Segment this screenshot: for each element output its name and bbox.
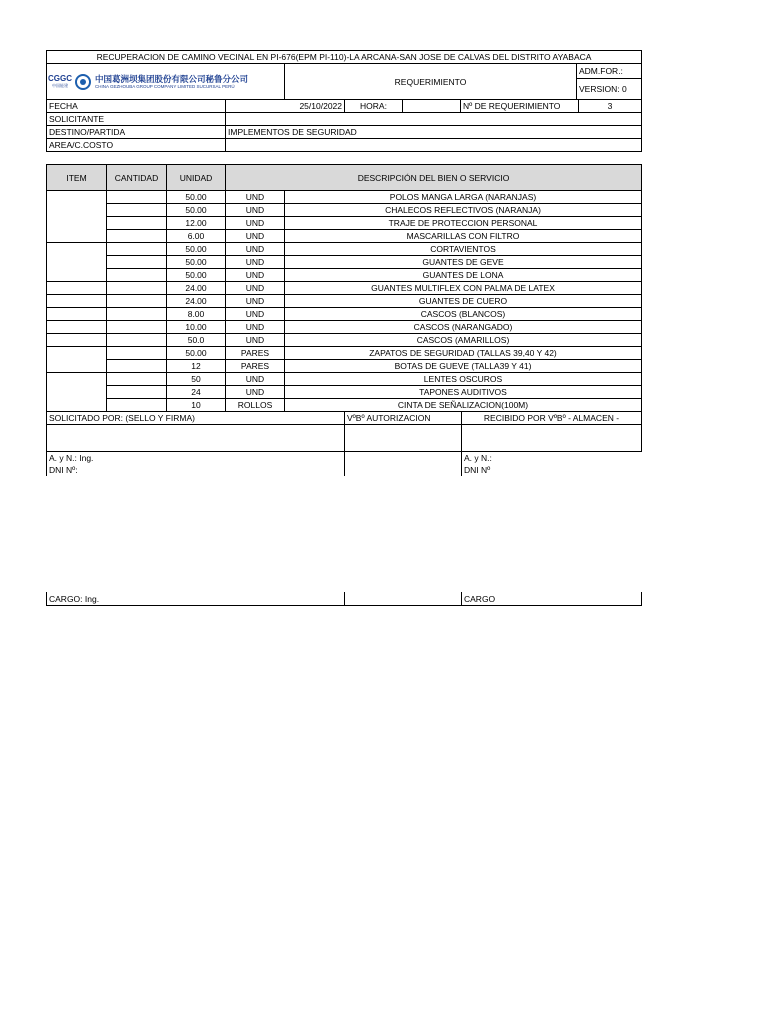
req-number-value: 3 [579, 100, 642, 113]
cantidad-cell [107, 399, 167, 412]
autorizacion-signature-area [345, 425, 462, 452]
cggc-logo-icon: CGGC 中国能建 [48, 74, 72, 88]
info-table [46, 99, 642, 152]
cantidad-cell [107, 347, 167, 360]
description-cell: TRAJE DE PROTECCION PERSONAL [285, 217, 642, 230]
item-cell [47, 321, 107, 334]
hora-label: HORA: [345, 100, 403, 113]
unit-cell: UND [226, 373, 285, 386]
quantity-cell: 24.00 [167, 282, 226, 295]
logo-cell [47, 64, 285, 100]
cantidad-cell [107, 217, 167, 230]
unit-cell: PARES [226, 360, 285, 373]
solicitado-signature-area [47, 425, 345, 452]
unit-cell: UND [226, 308, 285, 321]
table-row [47, 217, 642, 230]
fecha-label: FECHA [47, 100, 226, 113]
quantity-cell: 50.00 [167, 204, 226, 217]
unit-cell: UND [226, 217, 285, 230]
quantity-cell: 24.00 [167, 295, 226, 308]
table-row [47, 321, 642, 334]
version-label: VERSION: 0 [577, 79, 642, 100]
unit-cell: UND [226, 334, 285, 347]
autorizacion-label: VºBº AUTORIZACION [345, 412, 462, 425]
table-row [47, 204, 642, 217]
cargo-middle [345, 592, 462, 606]
hora-value [403, 100, 461, 113]
unit-cell: UND [226, 256, 285, 269]
description-cell: TAPONES AUDITIVOS [285, 386, 642, 399]
header-table [46, 50, 642, 100]
unit-cell: UND [226, 386, 285, 399]
cantidad-cell [107, 282, 167, 295]
item-cell [47, 347, 107, 373]
item-cell [47, 373, 107, 412]
requirement-form [46, 50, 641, 476]
area-value [226, 139, 642, 152]
item-cell [47, 334, 107, 347]
fecha-value: 25/10/2022 [226, 100, 345, 113]
destino-value: IMPLEMENTOS DE SEGURIDAD [226, 126, 642, 139]
table-row [47, 282, 642, 295]
description-cell: CASCOS (BLANCOS) [285, 308, 642, 321]
unit-cell: PARES [226, 347, 285, 360]
item-cell [47, 282, 107, 295]
item-rows [47, 191, 642, 412]
cantidad-cell [107, 386, 167, 399]
cantidad-cell [107, 243, 167, 256]
destino-label: DESTINO/PARTIDA [47, 126, 226, 139]
company-name-cn: 中国葛洲坝集团股份有限公司秘鲁分公司 [95, 73, 249, 84]
description-cell: GUANTES MULTIFLEX CON PALMA DE LATEX [285, 282, 642, 295]
table-row [47, 269, 642, 282]
ayn-right: A. y N.: [464, 453, 492, 463]
quantity-cell: 50.00 [167, 256, 226, 269]
solicitado-label: SOLICITADO POR: (SELLO Y FIRMA) [47, 412, 345, 425]
description-cell: CASCOS (NARANGADO) [285, 321, 642, 334]
cantidad-cell [107, 360, 167, 373]
cantidad-cell [107, 191, 167, 204]
col-header-cantidad: CANTIDAD [107, 165, 167, 191]
solicitante-label: SOLICITANTE [47, 113, 226, 126]
description-cell: LENTES OSCUROS [285, 373, 642, 386]
description-cell: CORTAVIENTOS [285, 243, 642, 256]
cantidad-cell [107, 230, 167, 243]
description-cell: CASCOS (AMARILLOS) [285, 334, 642, 347]
unit-cell: UND [226, 191, 285, 204]
description-cell: GUANTES DE LONA [285, 269, 642, 282]
quantity-cell: 50.00 [167, 191, 226, 204]
quantity-cell: 24 [167, 386, 226, 399]
dni-right: DNI Nº [464, 465, 491, 475]
table-row [47, 399, 642, 412]
quantity-cell: 50.00 [167, 243, 226, 256]
project-title: RECUPERACION DE CAMINO VECINAL EN PI-676(EPM PI-110)-LA ARCANA-SAN JOSE DE CALVAS DEL DISTRITO AYABACA [47, 51, 642, 64]
item-cell [47, 243, 107, 282]
dni-middle [345, 464, 462, 476]
cantidad-cell [107, 334, 167, 347]
company-logo [47, 69, 284, 95]
recibido-label: RECIBIDO POR VºBº - ALMACEN - [462, 412, 642, 425]
description-cell: POLOS MANGA LARGA (NARANJAS) [285, 191, 642, 204]
description-cell: CHALECOS REFLECTIVOS (NARANJA) [285, 204, 642, 217]
table-row [47, 334, 642, 347]
cantidad-cell [107, 321, 167, 334]
cantidad-cell [107, 308, 167, 321]
unit-cell: ROLLOS [226, 399, 285, 412]
ayn-left: A. y N.: Ing. [47, 452, 345, 465]
quantity-cell: 10.00 [167, 321, 226, 334]
cantidad-cell [107, 204, 167, 217]
item-cell [47, 308, 107, 321]
quantity-cell: 12.00 [167, 217, 226, 230]
col-header-descripcion: DESCRIPCIÓN DEL BIEN O SERVICIO [226, 165, 642, 191]
quantity-cell: 8.00 [167, 308, 226, 321]
items-table [46, 164, 642, 412]
table-row [47, 191, 642, 204]
quantity-cell: 50 [167, 373, 226, 386]
col-header-unidad: UNIDAD [167, 165, 226, 191]
company-name-en: CHINA GEZHOUBA GROUP COMPANY LIMITED SUCURSAL PERÚ [95, 83, 235, 89]
table-row [47, 360, 642, 373]
description-cell: ZAPATOS DE SEGURIDAD (TALLAS 39,40 Y 42) [285, 347, 642, 360]
item-cell [47, 295, 107, 308]
description-cell: GUANTES DE CUERO [285, 295, 642, 308]
quantity-cell: 12 [167, 360, 226, 373]
doc-title: REQUERIMIENTO [285, 64, 577, 100]
col-header-item: ITEM [47, 165, 107, 191]
description-cell: CINTA DE SEÑALIZACION(100M) [285, 399, 642, 412]
cargo-right: CARGO [462, 592, 642, 606]
table-row [47, 347, 642, 360]
quantity-cell: 50.00 [167, 269, 226, 282]
table-row [47, 295, 642, 308]
unit-cell: UND [226, 321, 285, 334]
description-cell: GUANTES DE GEVE [285, 256, 642, 269]
unit-cell: UND [226, 269, 285, 282]
cargo-left: CARGO: Ing. [47, 592, 345, 606]
area-label: AREA/C.COSTO [47, 139, 226, 152]
table-row [47, 373, 642, 386]
unit-cell: UND [226, 243, 285, 256]
cantidad-cell [107, 256, 167, 269]
table-row [47, 230, 642, 243]
unit-cell: UND [226, 282, 285, 295]
cargo-row [46, 592, 641, 606]
solicitante-value [226, 113, 642, 126]
globe-logo-icon [75, 74, 91, 90]
table-row [47, 308, 642, 321]
quantity-cell: 6.00 [167, 230, 226, 243]
ayn-middle [345, 452, 462, 465]
description-cell: BOTAS DE GUEVE (TALLA39 Y 41) [285, 360, 642, 373]
item-cell [47, 191, 107, 243]
req-number-label: Nº DE REQUERIMIENTO [461, 100, 579, 113]
signature-table [46, 411, 642, 476]
quantity-cell: 50.0 [167, 334, 226, 347]
quantity-cell: 10 [167, 399, 226, 412]
cantidad-cell [107, 373, 167, 386]
cantidad-cell [107, 269, 167, 282]
description-cell: MASCARILLAS CON FILTRO [285, 230, 642, 243]
dni-left: DNI Nº: [47, 464, 345, 476]
unit-cell: UND [226, 295, 285, 308]
recibido-signature-area [462, 425, 642, 452]
adm-for-label: ADM.FOR.: [577, 64, 642, 79]
unit-cell: UND [226, 230, 285, 243]
cantidad-cell [107, 295, 167, 308]
unit-cell: UND [226, 204, 285, 217]
table-row [47, 256, 642, 269]
table-row [47, 243, 642, 256]
quantity-cell: 50.00 [167, 347, 226, 360]
table-row [47, 386, 642, 399]
